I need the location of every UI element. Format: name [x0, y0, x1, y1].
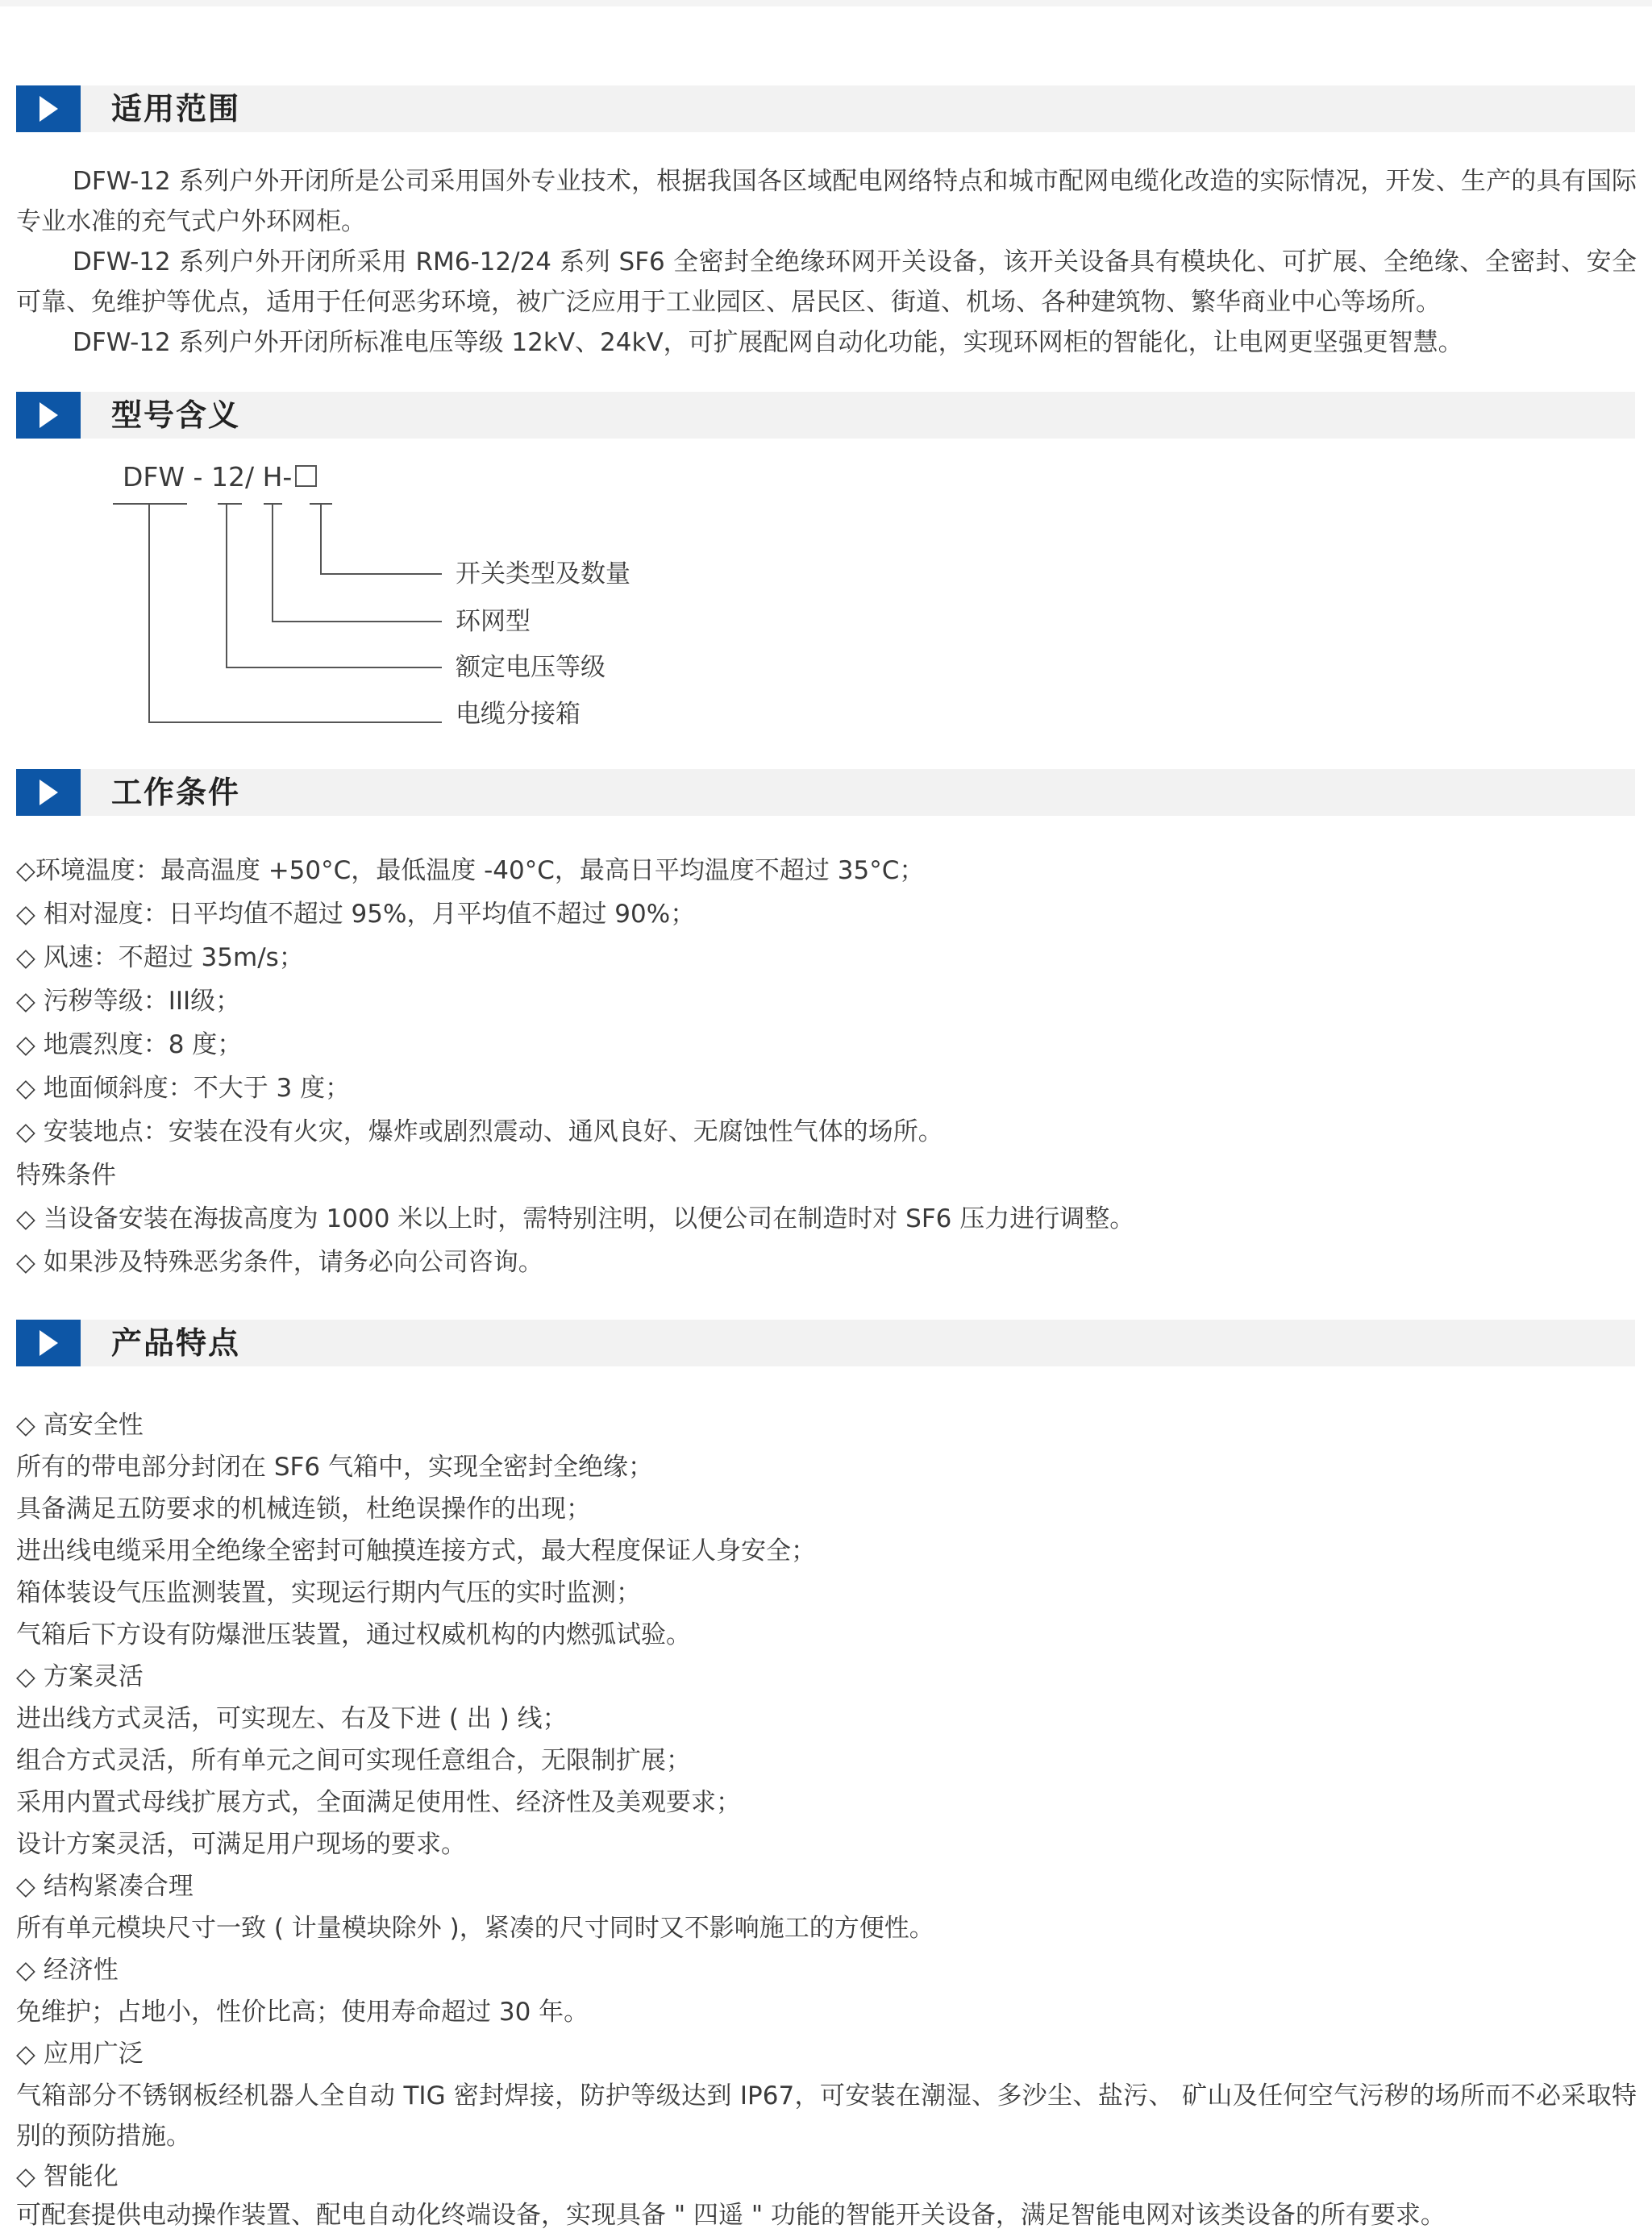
- condition-line: ◇ 污秽等级：III级；: [16, 987, 241, 1016]
- feature-heading: ◇ 高安全性: [16, 1411, 144, 1440]
- feature-line: 所有的带电部分封闭在 SF6 气箱中，实现全密封全绝缘；: [16, 1453, 653, 1482]
- feature-line: 组合方式灵活，所有单元之间可实现任意组合，无限制扩展；: [16, 1746, 691, 1775]
- feature-heading: ◇ 经济性: [16, 1956, 119, 1985]
- scope-paragraph-3: DFW-12 系列户外开闭所标准电压等级 12kV、24kV，可扩展配网自动化功能，实现环网柜的智能化，让电网更坚强更智慧。: [73, 328, 1463, 357]
- condition-line: ◇ 安装地点：安装在没有火灾，爆炸或剧烈震动、通风良好、无腐蚀性气体的场所。: [16, 1117, 943, 1146]
- model-label-cable: 电缆分接箱: [456, 700, 580, 729]
- condition-line: ◇ 相对湿度：日平均值不超过 95%，月平均值不超过 90%；: [16, 900, 696, 929]
- feature-paragraph-application: 气箱部分不锈钢板经机器人全自动 TIG 密封焊接，防护等级达到 IP67，可安装在潮湿、多沙尘、盐污、 矿山及任何空气污秽的场所而不必采取特别的预防措施。: [16, 2081, 1637, 2151]
- feature-line: 具备满足五防要求的机械连锁，杜绝误操作的出现；: [16, 1495, 591, 1524]
- feature-heading: ◇ 方案灵活: [16, 1662, 144, 1691]
- section-title: 适用范围: [111, 91, 241, 127]
- play-triangle-icon: [16, 1320, 81, 1366]
- condition-line: ◇ 当设备安装在海拔高度为 1000 米以上时，需特别注明，以便公司在制造时对 SF6 压力进行调整。: [16, 1204, 1135, 1233]
- condition-line: ◇ 如果涉及特殊恶劣条件，请务必向公司咨询。: [16, 1248, 543, 1277]
- bracket-line-box: [310, 504, 442, 574]
- feature-line: 免维护；占地小，性价比高；使用寿命超过 30 年。: [16, 1998, 589, 2027]
- section-header-features: [16, 1320, 1635, 1366]
- feature-line: 箱体装设气压监测装置，实现运行期内气压的实时监测；: [16, 1578, 641, 1607]
- feature-line: 采用内置式母线扩展方式，全面满足使用性、经济性及美观要求；: [16, 1788, 741, 1817]
- section-title: 型号含义: [111, 397, 241, 433]
- feature-line: 进出线方式灵活，可实现左、右及下进 ( 出 ) 线；: [16, 1704, 568, 1733]
- bracket-line-dfw: [113, 504, 442, 722]
- section-title: 工作条件: [111, 775, 241, 810]
- condition-line: ◇环境温度：最高温度 +50°C，最低温度 -40°C，最高日平均温度不超过 35°C；: [16, 856, 925, 885]
- condition-subheading: 特殊条件: [16, 1161, 116, 1190]
- bracket-line-h: [264, 504, 442, 622]
- section-badge: [16, 769, 81, 816]
- feature-heading: ◇ 应用广泛: [16, 2040, 144, 2069]
- condition-line: ◇ 风速：不超过 35m/s；: [16, 943, 304, 972]
- feature-line: 可配套提供电动操作装置、配电自动化终端设备，实现具备 " 四遥 " 功能的智能开关设备，满足智能电网对该类设备的所有要求。: [16, 2201, 1446, 2230]
- feature-line: 设计方案灵活，可满足用户现场的要求。: [16, 1830, 466, 1859]
- section-title: 产品特点: [111, 1325, 241, 1361]
- feature-heading: ◇ 结构紧凑合理: [16, 1872, 193, 1901]
- feature-line: 气箱后下方设有防爆泄压装置，通过权威机构的内燃弧试验。: [16, 1620, 691, 1649]
- condition-line: ◇ 地震烈度：8 度；: [16, 1030, 243, 1059]
- model-label-switch-type: 开关类型及数量: [456, 559, 630, 588]
- scope-paragraph-2: DFW-12 系列户外开闭所采用 RM6-12/24 系列 SF6 全密封全绝缘环网开关设备，该开关设备具有模块化、可扩展、全绝缘、全密封、安全可靠、免维护等优点，适用于任何恶劣环境，被广泛应用于工业园区、居民区、街道、机场、各种建筑物、繁华商业中心等场所。: [16, 247, 1637, 317]
- section-header-conditions: [16, 769, 1635, 816]
- scope-paragraph-1: DFW-12 系列户外开闭所是公司采用国外专业技术，根据我国各区域配电网络特点和城市配网电缆化改造的实际情况，开发、生产的具有国际专业水准的充气式户外环网柜。: [16, 167, 1637, 236]
- play-triangle-icon: [16, 769, 81, 816]
- model-code: DFW - 12/ H-: [123, 461, 317, 493]
- section-badge: [16, 1320, 81, 1366]
- bracket-line-12: [218, 504, 442, 667]
- feature-heading: ◇ 智能化: [16, 2162, 119, 2191]
- condition-line: ◇ 地面倾斜度：不大于 3 度；: [16, 1074, 351, 1103]
- model-label-voltage: 额定电压等级: [456, 653, 605, 682]
- feature-line: 进出线电缆采用全绝缘全密封可触摸连接方式，最大程度保证人身安全；: [16, 1536, 816, 1566]
- feature-line: 所有单元模块尺寸一致 ( 计量模块除外 )，紧凑的尺寸同时又不影响施工的方便性。: [16, 1914, 934, 1943]
- model-label-ring: 环网型: [456, 607, 531, 636]
